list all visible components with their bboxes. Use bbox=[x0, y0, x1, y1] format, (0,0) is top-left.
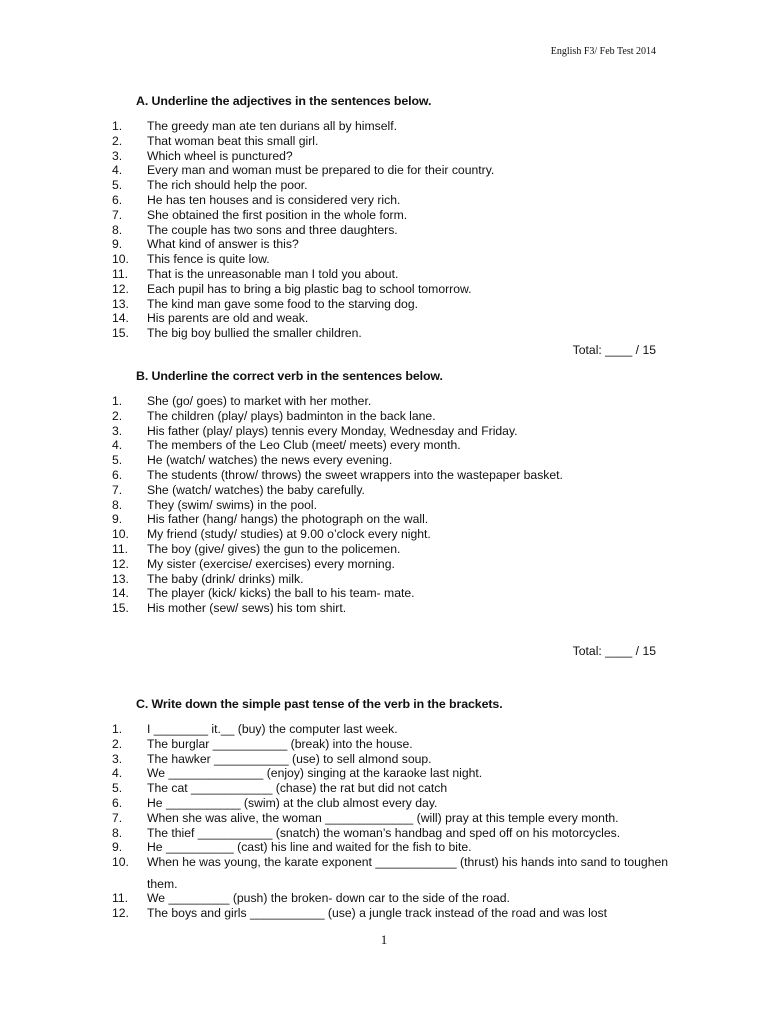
item-number: 3. bbox=[112, 423, 123, 438]
section-a-total: Total: ____ / 15 bbox=[572, 343, 656, 357]
item-text: The boy (give/ gives) the gun to the policemen. bbox=[147, 541, 401, 556]
list-item bbox=[112, 512, 668, 527]
item-text: That is the unreasonable man I told you about. bbox=[147, 266, 399, 281]
item-number: 14. bbox=[112, 311, 129, 326]
list-item bbox=[112, 906, 668, 921]
list-item bbox=[112, 282, 668, 297]
item-text: The cat ____________ (chase) the rat but did not catch bbox=[147, 781, 448, 796]
list-item bbox=[112, 855, 668, 891]
list-item bbox=[112, 826, 668, 841]
list-item bbox=[112, 722, 668, 737]
section-b-title: B. Underline the correct verb in the sentences below. bbox=[136, 369, 443, 383]
item-text: The big boy bullied the smaller children. bbox=[147, 326, 362, 341]
item-text: Every man and woman must be prepared to die for their country. bbox=[147, 163, 495, 178]
item-text: That woman beat this small girl. bbox=[147, 133, 319, 148]
list-item bbox=[112, 498, 668, 513]
item-text: My friend (study/ studies) at 9.00 o’clock every night. bbox=[147, 527, 431, 542]
item-text: The couple has two sons and three daughters. bbox=[147, 222, 398, 237]
item-number: 11. bbox=[112, 266, 129, 281]
item-number: 12. bbox=[112, 556, 129, 571]
item-number: 3. bbox=[112, 148, 123, 163]
item-text: The children (play/ plays) badminton in the back lane. bbox=[147, 408, 436, 423]
item-number: 5. bbox=[112, 453, 123, 468]
item-number: 1. bbox=[112, 722, 123, 736]
item-number: 12. bbox=[112, 905, 129, 920]
list-item bbox=[112, 149, 668, 164]
list-item bbox=[112, 483, 668, 498]
item-number: 6. bbox=[112, 192, 123, 207]
item-number: 8. bbox=[112, 825, 123, 840]
list-item bbox=[112, 267, 668, 282]
item-number: 12. bbox=[112, 281, 129, 296]
item-text: The hawker ___________ (use) to sell almond soup. bbox=[147, 751, 432, 766]
list-item bbox=[112, 796, 668, 811]
section-a-title: A. Underline the adjectives in the sentences below. bbox=[136, 94, 432, 108]
list-item bbox=[112, 252, 668, 267]
list-item bbox=[112, 223, 668, 238]
section-a-list bbox=[112, 119, 668, 341]
item-number: 2. bbox=[112, 408, 123, 423]
item-number: 6. bbox=[112, 795, 123, 810]
item-text: This fence is quite low. bbox=[147, 252, 270, 267]
item-text: When he was young, the karate exponent ____________ (thrust) his hands into sand to toughen them. bbox=[147, 855, 669, 892]
item-text: Which wheel is punctured? bbox=[147, 148, 293, 163]
item-text: I ________ it.__ (buy) the computer last week. bbox=[147, 722, 398, 736]
list-item bbox=[112, 752, 668, 767]
list-item bbox=[112, 557, 668, 572]
list-item bbox=[112, 193, 668, 208]
list-item bbox=[112, 424, 668, 439]
item-text: We _________ (push) the broken- down car to the side of the road. bbox=[147, 891, 510, 906]
list-item bbox=[112, 781, 668, 796]
list-item bbox=[112, 311, 668, 326]
item-text: She (go/ goes) to market with her mother. bbox=[147, 394, 372, 408]
list-item bbox=[112, 163, 668, 178]
item-text: His parents are old and weak. bbox=[147, 311, 309, 326]
page-number: 1 bbox=[380, 932, 388, 947]
item-number: 2. bbox=[112, 133, 123, 148]
item-text: The rich should help the poor. bbox=[147, 178, 308, 193]
item-number: 4. bbox=[112, 438, 123, 453]
section-b-list bbox=[112, 394, 668, 616]
item-text: What kind of answer is this? bbox=[147, 237, 299, 252]
item-number: 7. bbox=[112, 810, 123, 825]
item-number: 6. bbox=[112, 467, 123, 482]
item-text: He __________ (cast) his line and waited for the fish to bite. bbox=[147, 840, 472, 855]
list-item bbox=[112, 119, 668, 134]
list-item bbox=[112, 394, 668, 409]
list-item bbox=[112, 891, 668, 906]
item-number: 1. bbox=[112, 394, 123, 408]
item-text: He ___________ (swim) at the club almost every day. bbox=[147, 795, 438, 810]
item-number: 8. bbox=[112, 497, 123, 512]
list-item bbox=[112, 542, 668, 557]
list-item bbox=[112, 468, 668, 483]
item-number: 1. bbox=[112, 119, 123, 133]
item-number: 10. bbox=[112, 855, 129, 870]
item-number: 14. bbox=[112, 586, 129, 601]
section-c-title: C. Write down the simple past tense of the verb in the brackets. bbox=[136, 697, 503, 711]
item-text: They (swim/ swims) in the pool. bbox=[147, 497, 317, 512]
item-number: 10. bbox=[112, 527, 129, 542]
item-text: The burglar ___________ (break) into the house. bbox=[147, 736, 413, 751]
item-text: His father (hang/ hangs) the photograph on the wall. bbox=[147, 512, 429, 527]
list-item bbox=[112, 572, 668, 587]
item-number: 9. bbox=[112, 840, 123, 855]
item-number: 2. bbox=[112, 736, 123, 751]
item-number: 3. bbox=[112, 751, 123, 766]
item-text: When she was alive, the woman _____________ (will) pray at this temple every month. bbox=[147, 810, 619, 825]
list-item bbox=[112, 134, 668, 149]
item-text: The thief ___________ (snatch) the woman’s handbag and sped off on his motorcycles. bbox=[147, 825, 621, 840]
item-text: The player (kick/ kicks) the ball to his team- mate. bbox=[147, 586, 415, 601]
list-item bbox=[112, 438, 668, 453]
item-number: 7. bbox=[112, 482, 123, 497]
item-text: She obtained the first position in the whole form. bbox=[147, 207, 408, 222]
list-item bbox=[112, 208, 668, 223]
item-text: He (watch/ watches) the news every evening. bbox=[147, 453, 393, 468]
list-item bbox=[112, 527, 668, 542]
item-text: His father (play/ plays) tennis every Monday, Wednesday and Friday. bbox=[147, 423, 518, 438]
item-number: 13. bbox=[112, 296, 129, 311]
item-text: She (watch/ watches) the baby carefully. bbox=[147, 482, 365, 497]
item-text: The kind man gave some food to the starving dog. bbox=[147, 296, 418, 311]
list-item bbox=[112, 297, 668, 312]
item-number: 9. bbox=[112, 237, 123, 252]
list-item bbox=[112, 237, 668, 252]
list-item bbox=[112, 737, 668, 752]
item-number: 8. bbox=[112, 222, 123, 237]
item-text: My sister (exercise/ exercises) every morning. bbox=[147, 556, 395, 571]
item-number: 5. bbox=[112, 178, 123, 193]
item-number: 10. bbox=[112, 252, 129, 267]
item-number: 7. bbox=[112, 207, 123, 222]
item-number: 15. bbox=[112, 326, 129, 341]
section-c-list bbox=[112, 722, 668, 921]
list-item bbox=[112, 453, 668, 468]
item-text: Each pupil has to bring a big plastic bag to school tomorrow. bbox=[147, 281, 472, 296]
item-number: 13. bbox=[112, 571, 129, 586]
item-text: The greedy man ate ten durians all by himself. bbox=[147, 119, 397, 133]
item-text: The members of the Leo Club (meet/ meets) every month. bbox=[147, 438, 461, 453]
item-number: 11. bbox=[112, 891, 129, 906]
item-number: 4. bbox=[112, 766, 123, 781]
item-number: 4. bbox=[112, 163, 123, 178]
item-number: 9. bbox=[112, 512, 123, 527]
list-item bbox=[112, 586, 668, 601]
item-text: The boys and girls ___________ (use) a jungle track instead of the road and was lost bbox=[147, 905, 608, 920]
item-text: The students (throw/ throws) the sweet wrappers into the wastepaper basket. bbox=[147, 467, 563, 482]
list-item bbox=[112, 811, 668, 826]
list-item bbox=[112, 601, 668, 616]
list-item bbox=[112, 178, 668, 193]
item-number: 5. bbox=[112, 781, 123, 796]
item-number: 11. bbox=[112, 541, 129, 556]
item-text: The baby (drink/ drinks) milk. bbox=[147, 571, 304, 586]
list-item bbox=[112, 326, 668, 341]
item-text: His mother (sew/ sews) his tom shirt. bbox=[147, 601, 347, 616]
list-item bbox=[112, 409, 668, 424]
item-number: 15. bbox=[112, 601, 129, 616]
list-item bbox=[112, 766, 668, 781]
item-text: We ______________ (enjoy) singing at the karaoke last night. bbox=[147, 766, 483, 781]
page-header: English F3/ Feb Test 2014 bbox=[550, 46, 656, 57]
section-b-total: Total: ____ / 15 bbox=[572, 644, 656, 658]
item-text: He has ten houses and is considered very rich. bbox=[147, 192, 401, 207]
